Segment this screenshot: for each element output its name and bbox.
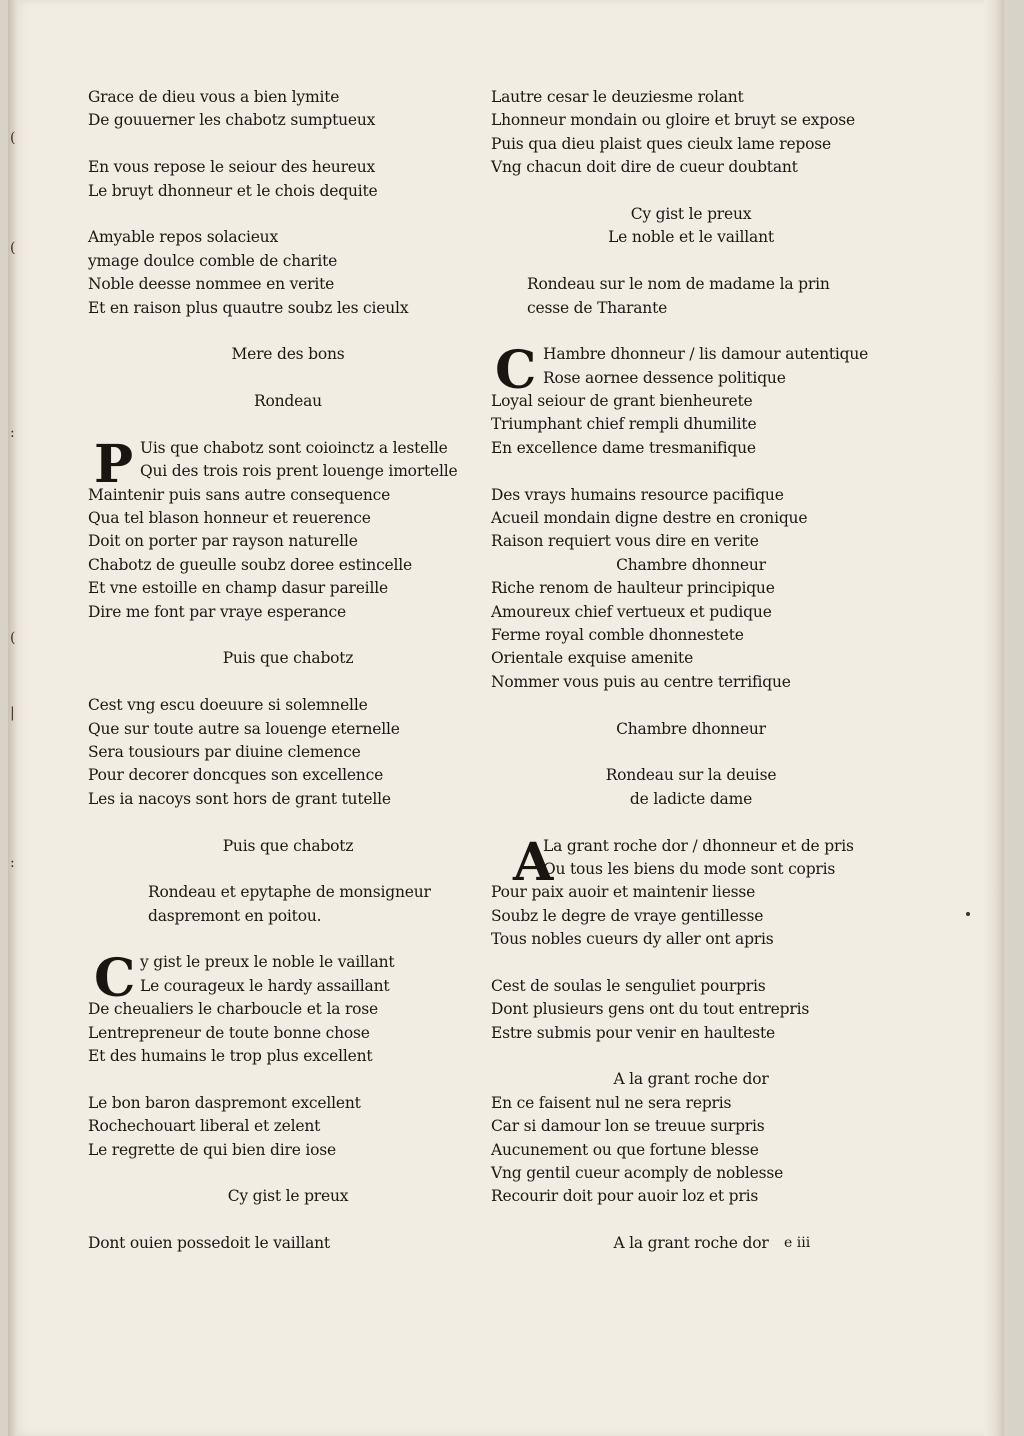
refrain: A la grant roche dor	[613, 1234, 769, 1253]
drop-capital: P	[94, 433, 134, 495]
verse-line: y gist le preux le noble le vaillant	[140, 953, 395, 972]
verse-line: Lentrepreneur de toute bonne chose	[88, 1023, 370, 1042]
verse-line: Hambre dhonneur / lis damour autentique	[543, 345, 869, 364]
verse-line: Qua tel blason honneur et reuerence	[88, 509, 371, 528]
verse-line: En ce faisent nul ne sera repris	[491, 1093, 732, 1112]
verse-line: Dire me font par vraye esperance	[88, 602, 346, 621]
verse-line: Acueil mondain digne destre en cronique	[491, 509, 808, 528]
verse-line: Estre submis pour venir en haulteste	[491, 1023, 775, 1042]
verse-line: De gouuerner les chabotz sumptueux	[88, 111, 376, 130]
verse-line: Dont ouien possedoit le vaillant	[88, 1234, 330, 1253]
verse-line: Rochechouart liberal et zelent	[88, 1117, 321, 1136]
verse-line: Noble deesse nommee en verite	[88, 275, 335, 294]
verse-line: Maintenir puis sans autre consequence	[88, 485, 391, 504]
verse-line: Qui des trois rois prent louenge imortelle	[140, 462, 458, 481]
ink-speck	[966, 912, 970, 916]
verse-line: Recourir doit pour auoir loz et pris	[491, 1187, 759, 1206]
verse-line: Dont plusieurs gens ont du tout entrepris	[491, 1000, 810, 1019]
verse-line: Amoureux chief vertueux et pudique	[491, 602, 772, 621]
verse-line: Le bon baron daspremont excellent	[88, 1093, 361, 1112]
verse-line: Le courageux le hardy assaillant	[140, 976, 390, 995]
verse-line: Loyal seiour de grant bienheurete	[491, 392, 753, 411]
section-heading: Mere des bons	[231, 345, 345, 364]
section-title: daspremont en poitou.	[148, 906, 322, 925]
verse-line: Vng gentil cueur acomply de noblesse	[491, 1163, 784, 1182]
verse-line: Que sur toute autre sa louenge eternelle	[88, 719, 400, 738]
verse-line: Triumphant chief rempli dhumilite	[491, 415, 757, 434]
section-heading: Rondeau	[254, 392, 322, 411]
rondeau-block	[491, 340, 891, 460]
page-edge	[984, 0, 1004, 1436]
verse-line: Nommer vous puis au centre terrifique	[491, 672, 791, 691]
rondeau-block	[88, 433, 488, 624]
refrain: Puis que chabotz	[222, 836, 354, 855]
verse-line: Ferme royal comble dhonnestete	[491, 625, 744, 644]
verse-line: Pour decorer doncques son excellence	[88, 766, 384, 785]
verse-line: Le regrette de qui bien dire iose	[88, 1140, 337, 1159]
verse-line: ymage doulce comble de charite	[88, 251, 338, 270]
refrain: Puis que chabotz	[222, 649, 354, 668]
refrain: Chambre dhonneur	[616, 555, 766, 574]
section-title: Rondeau et epytaphe de monsigneur	[148, 883, 431, 902]
verse-line: Lhonneur mondain ou gloire et bruyt se expose	[491, 111, 855, 130]
verse-line: De cheualiers le charboucle et la rose	[88, 1000, 379, 1019]
verse-line: Puis qua dieu plaist ques cieulx lame repose	[491, 134, 832, 153]
verse-line: Et vne estoille en champ dasur pareille	[88, 579, 388, 598]
verse-line: Rose aornee dessence politique	[543, 368, 786, 387]
section-title: Rondeau sur le nom de madame la prin	[527, 275, 830, 294]
verse-line: La grant roche dor / dhonneur et de pris	[543, 836, 854, 855]
verse-line: Soubz le degre de vraye gentillesse	[491, 906, 764, 925]
drop-capital: C	[94, 948, 136, 1010]
verse-line: Uis que chabotz sont coioinctz a lestelle	[140, 438, 448, 457]
verse-line: Des vrays humains resource pacifique	[491, 485, 784, 504]
rondeau-block	[491, 831, 891, 952]
verse-line: Et des humains le trop plus excellent	[88, 1047, 373, 1066]
left-column	[88, 86, 488, 1256]
verse-line: Chabotz de gueulle soubz doree estincelle	[88, 555, 413, 574]
verse-line: En vous repose le seiour des heureux	[88, 158, 376, 177]
section-title: de ladicte dame	[629, 789, 753, 808]
book-page: ( ( : ( | : Grace de dieu vous a bien lymite De gouuerner les chabotz sumptueux En vous repose le seiour des heureux Le bruyt dhonneur et le chois dequite Amyable repos solacieux ymage doulce comble de charite Noble deesse nommee en verite Et en raison plus quautre soubz les cieulx Mere des bons Rondeau P Uis que chabotz sont coioinctz a lestelle Qui des trois rois prent louenge imortelle Maintenir puis sans autre consequence Qua tel blason honneur et reuerence Doit on porter par rayson naturelle Chabotz de gueulle soubz doree estincelle Et vne estoille en champ dasur pareille Dire me font par vraye esperance Puis que chabotz Cest vng escu doeuure si solemnelle Que sur toute autre sa louenge eternelle Sera tousiours par diuine clemence Pour decorer doncques son excellence Les ia nacoys sont hors de grant tutelle Puis que chabotz Rondeau et epytaphe de monsigneur daspremont en poitou. C y gist le preux le noble le vaillant Le courageux le hardy assaillant De cheualiers le charboucle et la rose Lentrepreneur de toute bonne chose Et des humains le trop plus excellent Le bon baron daspremont excellent Rochechouart liberal et zelent Le regrette de qui bien dire iose Cy gist le preux Dont ouien possedoit le vaillant Lautre cesar le deuziesme rolant Lhonneur mondain ou gloire et bruyt se expose Puis qua dieu plaist ques cieulx lame repose Vng chacun doit dire de cueur doubtant Cy gist le preux Le noble et le vaillant Rondeau sur le nom de madame la prin cesse de Tharante C Hambre dhonneur / lis damour autentique Rose aornee dessence politique Loyal seiour de grant bienheurete Triumphant chief rempli dhumilite En excellence dame tresmanifique Des vrays humains resource pacifique Acueil mondain digne destre en cronique Raison requiert vous dire en verite Chambre dhonneur Riche renom de haulteur principique Amoureux chief vertueux et pudique Ferme royal comble dhonnestete Orientale exquise amenite Nommer vous puis au centre terrifique Chambre dhonneur Rondeau sur la deuise de ladicte dame A La grant roche dor / dhonneur et de pris Ou tous les biens du mode sont copris Pour paix auoir et maintenir liesse Soubz le degre de vraye gentillesse Tous nobles cueurs dy aller ont apris Cest de soulas le senguliet pourpris Dont plusieurs gens ont du tout entrepris Estre submis pour venir en haulteste A la grant roche dor En ce faisent nul ne sera repris Car si damour lon se treuue surpris Aucunement ou que fortune blesse Vng gentil cueur acomply de noblesse Recourir doit pour auoir loz et pris A la grant roche dor e iii	[8, 0, 1004, 1436]
verse-line: Vng chacun doit dire de cueur doubtant	[491, 158, 798, 177]
refrain: Cy gist le preux	[630, 204, 752, 223]
drop-capital: A	[513, 831, 554, 893]
refrain: A la grant roche dor	[613, 1070, 769, 1089]
verse-line: Et en raison plus quautre soubz les cieulx	[88, 298, 409, 317]
verse-line: Amyable repos solacieux	[88, 228, 279, 247]
verse-line: Car si damour lon se treuue surpris	[491, 1117, 765, 1136]
verse-line: Les ia nacoys sont hors de grant tutelle	[88, 789, 391, 808]
verse-line: Sera tousiours par diuine clemence	[88, 742, 361, 761]
verse-line: Pour paix auoir et maintenir liesse	[491, 883, 756, 902]
section-title: Rondeau sur la deuise	[605, 766, 777, 785]
verse-line: Cest vng escu doeuure si solemnelle	[88, 696, 368, 715]
verse-line: Aucunement ou que fortune blesse	[491, 1140, 759, 1159]
refrain: Cy gist le preux	[227, 1187, 349, 1206]
verse-line: Cest de soulas le senguliet pourpris	[491, 976, 766, 995]
verse-line: Grace de dieu vous a bien lymite	[88, 88, 340, 106]
verse-line: Ou tous les biens du mode sont copris	[543, 859, 836, 878]
verse-line: En excellence dame tresmanifique	[491, 438, 756, 457]
verse-line: Riche renom de haulteur principique	[491, 579, 775, 598]
verse-line: Le bruyt dhonneur et le chois dequite	[88, 181, 378, 200]
verse-line: Tous nobles cueurs dy aller ont apris	[491, 930, 774, 949]
right-column	[491, 86, 891, 1256]
verse-line: Lautre cesar le deuziesme rolant	[491, 88, 744, 106]
epitaph-block	[88, 948, 488, 1068]
verse-line: Doit on porter par rayson naturelle	[88, 532, 358, 551]
refrain: Le noble et le vaillant	[608, 228, 774, 247]
verse-line: Raison requiert vous dire en verite	[491, 532, 759, 551]
refrain: Chambre dhonneur	[616, 719, 766, 738]
verse-line: Orientale exquise amenite	[491, 649, 694, 668]
signature-mark: e iii	[784, 1235, 811, 1251]
drop-capital: C	[495, 340, 537, 402]
section-title: cesse de Tharante	[527, 298, 668, 317]
